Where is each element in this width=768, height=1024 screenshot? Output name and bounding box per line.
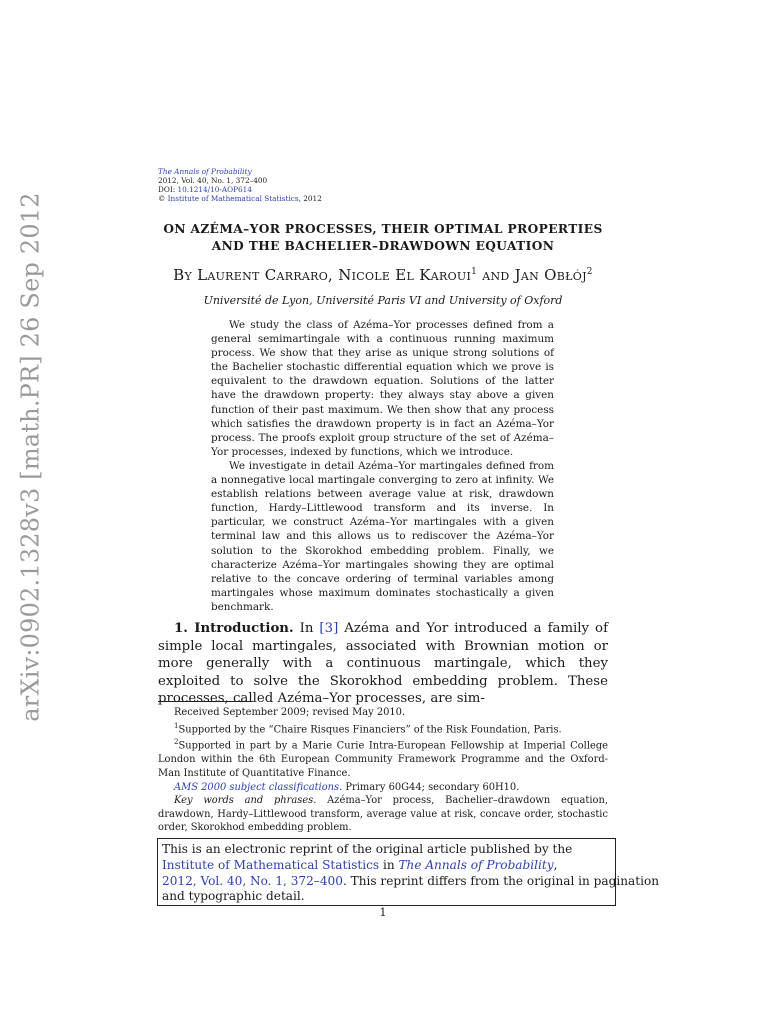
copyright-year: , 2012 <box>298 194 322 203</box>
keywords-text: Azéma–Yor process, Bachelier–drawdown equation, drawdown, Hardy–Littlewood transform, average value at risk, concave order, stochastic order, Skorokhod embedding problem. <box>158 795 609 834</box>
received-note: Received September 2009; revised May 2010. <box>174 707 406 718</box>
footnote-1-mark: 1 <box>174 721 179 730</box>
author-obloj-footnote: 2 <box>586 267 593 277</box>
reprint-line-4: and typographic detail. <box>162 889 305 904</box>
ams-classification-link[interactable] <box>174 782 342 793</box>
abstract <box>211 318 554 614</box>
authors-conjunction: and <box>477 266 515 284</box>
paper-title <box>150 221 616 255</box>
author-el-karoui-footnote: 1 <box>471 267 478 277</box>
volume-link[interactable]: 2012, Vol. 40, No. 1, 372–400 <box>162 873 343 888</box>
journal-name-link[interactable]: The Annals of Probability <box>158 167 252 176</box>
footnote-2-mark: 2 <box>174 738 179 747</box>
ams-classification <box>158 781 608 795</box>
keywords <box>158 794 608 835</box>
page-number: 1 <box>379 906 387 919</box>
journal-link[interactable]: The Annals of Probability <box>398 857 554 872</box>
footnote-2-text: Supported in part by a Marie Curie Intra-European Fellowship at Imperial College London within the 6th European Community Framework Programme and the Oxford-Man Institute of Quantitative Finance. <box>158 740 608 779</box>
footnote-rule <box>158 701 253 702</box>
reprint-line-2 <box>162 858 611 874</box>
reprint-differs: . This reprint differs from the original in pagination <box>342 873 660 888</box>
copyright-symbol: © <box>158 194 166 203</box>
journal-volume: 2012, Vol. 40, No. 1, 372–400 <box>158 176 268 185</box>
author-carraro: Laurent Carraro, <box>197 266 339 284</box>
introduction-section <box>158 620 608 708</box>
publisher-link[interactable]: Institute of Mathematical Statistics <box>167 194 299 203</box>
reprint-in: in <box>379 857 399 872</box>
footnote-1-text: Supported by the “Chaire Risques Financiers” of the Risk Foundation, Paris. <box>178 723 562 735</box>
doi-link[interactable]: 10.1214/10-AOP614 <box>177 185 252 194</box>
author-list <box>150 266 616 284</box>
intro-text-lead: In <box>293 621 320 636</box>
reprint-line-3 <box>162 873 660 890</box>
author-obloj: Jan Obłój <box>514 266 587 284</box>
reprint-line-1: This is an electronic reprint of the original article published by the <box>162 842 573 856</box>
reprint-notice-box <box>157 838 660 906</box>
footnote-1 <box>158 720 608 737</box>
reprint-comma: , <box>553 857 558 872</box>
ams-label: AMS 2000 subject classifications. <box>174 781 343 793</box>
keywords-label: Key words and phrases. <box>174 795 317 807</box>
ams-codes: Primary 60G44; secondary 60H10. <box>342 781 520 793</box>
ims-link[interactable]: Institute of Mathematical Statistics <box>162 857 380 872</box>
doi-label: DOI: <box>158 185 178 194</box>
authors-prefix: By <box>173 266 198 284</box>
arxiv-stamp <box>8 192 54 722</box>
title-line-2: AND THE BACHELIER–DRAWDOWN EQUATION <box>211 239 555 253</box>
intro-paragraph <box>158 620 608 708</box>
arxiv-id: arXiv:0902.1328v3 [math.PR] 26 Sep 2012 <box>17 192 46 722</box>
abstract-paragraph-2: We investigate in detail Azéma–Yor martingales defined from a nonnegative local martingale converging to zero at infinity. We establish relations between average value at risk, drawdown function, Hardy–Littlewood transform and its inverse. In particular, we construct Azéma–Yor martingales with a given terminal law and this allows us to rediscover the Azéma–Yor solution to the Skorokhod embedding problem. Finally, we characterize Azéma–Yor martingales showing they are optimal relative to the concave ordering of terminal variables among martingales whose maximum dominates stochastically a given benchmark. <box>211 459 554 613</box>
footnote-2 <box>158 736 608 780</box>
section-heading: 1. Introduction. <box>174 621 294 636</box>
author-el-karoui: Nicole El Karoui <box>338 266 472 284</box>
footnotes <box>158 706 608 835</box>
title-line-1: ON AZÉMA–YOR PROCESSES, THEIR OPTIMAL PROPERTIES <box>163 222 603 236</box>
affiliations: Université de Lyon, Université Paris VI and University of Oxford <box>203 294 563 307</box>
intro-text: Azéma and Yor introduced a family of simple local martingales, associated with Brownian motion or more generally with a continuous martingale, which they exploited to solve the Skorokhod embedding problem. These processes, called Azéma–Yor processes, are sim- <box>158 621 608 706</box>
abstract-paragraph-1: We study the class of Azéma–Yor processes defined from a general semimartingale with a continuous running maximum process. We show that they arise as unique strong solutions of the Bachelier stochastic differential equation which we prove is equivalent to the drawdown equation. Solutions of the latter have the drawdown property: they always stay above a given function of their past maximum. We then show that any process which satisfies the drawdown property is in fact an Azéma–Yor process. The proofs exploit group structure of the set of Azéma–Yor processes, indexed by functions, which we introduce. <box>211 319 554 458</box>
journal-header <box>158 167 322 203</box>
citation-link[interactable]: [3] <box>319 621 339 636</box>
